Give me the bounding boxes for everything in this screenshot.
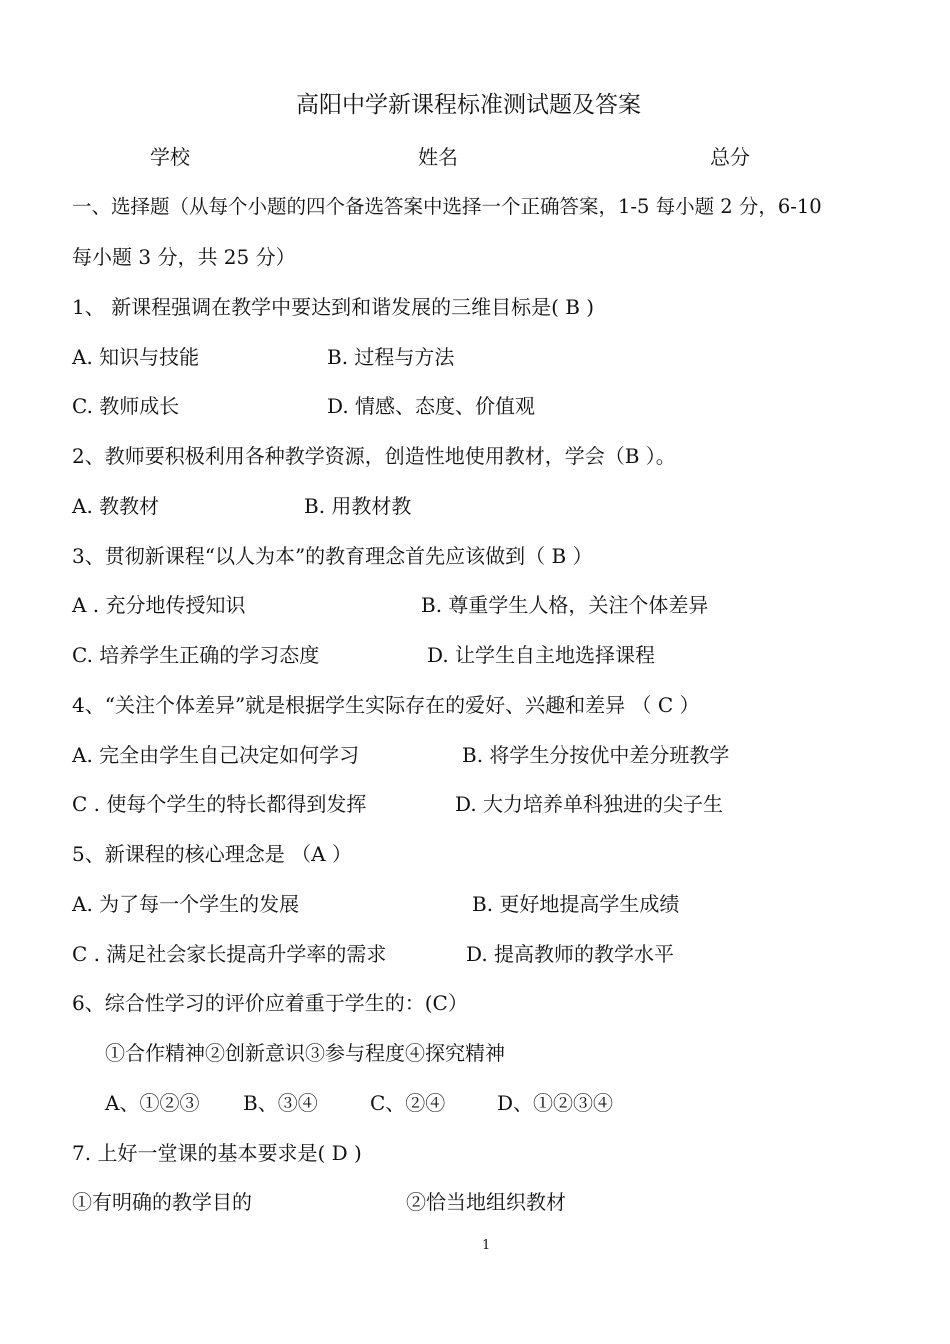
question-3-option-b: B. 尊重学生人格，关注个体差异 <box>421 593 709 617</box>
total-score-label: 总分 <box>710 145 750 169</box>
question-5-stem: 5、新课程的核心理念是 （A ） <box>72 842 352 866</box>
page-title: 高阳中学新课程标准测试题及答案 <box>296 92 641 118</box>
question-1-option-b: B. 过程与方法 <box>327 345 455 369</box>
question-2-option-a: A. 教教材 <box>72 494 160 518</box>
question-3-option-d: D. 让学生自主地选择课程 <box>427 643 656 667</box>
question-2-stem: 2、教师要积极利用各种教学资源，创造性地使用教材，学会（B ）。 <box>72 444 676 468</box>
question-5-option-b: B. 更好地提高学生成绩 <box>472 892 680 916</box>
question-3-option-a: A . 充分地传授知识 <box>72 593 246 617</box>
section-heading-line1: 一、选择题（从每个小题的四个备选答案中选择一个正确答案，1-5 每小题 2 分，6-10 <box>72 195 822 218</box>
question-5-option-d: D. 提高教师的教学水平 <box>466 942 675 966</box>
question-6-option-c: C、②④ <box>370 1091 446 1115</box>
question-1-option-a: A. 知识与技能 <box>72 345 200 369</box>
name-label: 姓名 <box>418 145 458 169</box>
question-7-item-1: ①有明确的教学目的 <box>72 1190 252 1214</box>
question-5-option-c: C . 满足社会家长提高升学率的需求 <box>72 942 387 966</box>
question-4-option-c: C . 使每个学生的特长都得到发挥 <box>72 792 367 816</box>
question-6-stem: 6、综合性学习的评价应着重于学生的：(C） <box>72 991 468 1015</box>
question-2-option-b: B. 用教材教 <box>304 494 412 518</box>
question-1-option-c: C. 教师成长 <box>72 394 180 418</box>
question-3-stem: 3、贯彻新课程“以人为本”的教育理念首先应该做到（ B ） <box>72 544 593 568</box>
question-7-stem: 7. 上好一堂课的基本要求是( D ) <box>72 1141 362 1165</box>
question-4-option-a: A. 完全由学生自己决定如何学习 <box>72 743 360 767</box>
question-1-option-d: D. 情感、态度、价值观 <box>327 394 536 418</box>
question-6-items: ①合作精神②创新意识③参与程度④探究精神 <box>105 1041 505 1065</box>
page-number: 1 <box>482 1238 491 1253</box>
question-6-option-b: B、③④ <box>243 1091 318 1115</box>
question-5-option-a: A. 为了每一个学生的发展 <box>72 892 300 916</box>
question-4-option-b: B. 将学生分按优中差分班教学 <box>462 743 730 767</box>
question-6-option-d: D、①②③④ <box>497 1091 614 1115</box>
question-4-stem: 4、“关注个体差异”就是根据学生实际存在的爱好、兴趣和差异 （ C ） <box>72 693 700 717</box>
school-label: 学校 <box>150 145 190 169</box>
question-1-stem: 1、 新课程强调在教学中要达到和谐发展的三维目标是( B ) <box>72 295 595 319</box>
section-heading-line2: 每小题 3 分，共 25 分） <box>72 245 296 269</box>
question-7-item-2: ②恰当地组织教材 <box>406 1190 566 1214</box>
question-6-option-a: A、①②③ <box>105 1091 200 1115</box>
question-3-option-c: C. 培养学生正确的学习态度 <box>72 643 320 667</box>
question-4-option-d: D. 大力培养单科独进的尖子生 <box>455 792 724 816</box>
